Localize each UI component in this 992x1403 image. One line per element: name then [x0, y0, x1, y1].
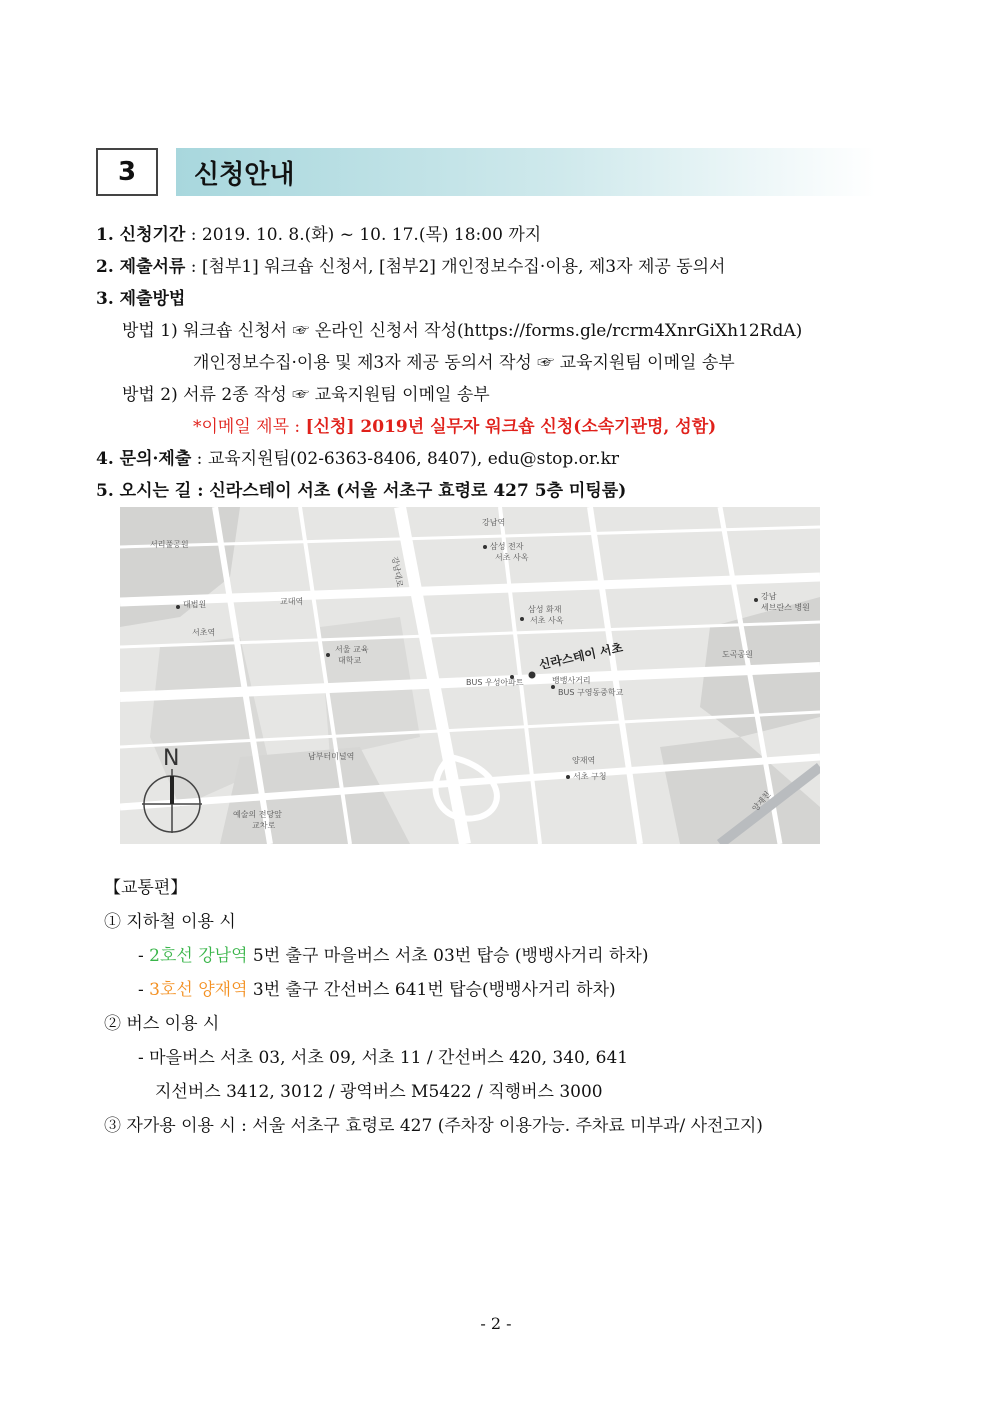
- subway-line1-rest: 5번 출구 마을버스 서초 03번 탑승 (뱅뱅사거리 하차): [247, 946, 649, 966]
- map-label: 뱅뱅사거리: [552, 676, 591, 685]
- map-label: 강남: [761, 592, 777, 601]
- map-label: BUS 구영동중학교: [558, 688, 624, 697]
- bus-title: ② 버스 이용 시: [104, 1014, 220, 1034]
- contact-text: : 교육지원팀(02-6363-8406, 8407), edu@stop.or.kr: [191, 449, 620, 469]
- map-label: 삼성 화재: [528, 605, 562, 614]
- dash: -: [138, 980, 150, 1000]
- docs-label: 2. 제출서류: [96, 257, 186, 277]
- subway-line3-yangjae: 3호선 양재역: [149, 980, 248, 1000]
- map-label: 세브란스 병원: [761, 603, 810, 612]
- map-label: 대학교: [338, 656, 362, 665]
- map-label: 삼성 전자: [490, 542, 524, 551]
- method-1b: 개인정보수집·이용 및 제3자 제공 동의서 작성 ☞ 교육지원팀 이메일 송부: [193, 353, 735, 373]
- subway-line-2: [138, 978, 616, 1002]
- method-label: 3. 제출방법: [96, 289, 186, 309]
- subway-line-1: [138, 944, 648, 968]
- subway-line2-rest: 3번 출구 간선버스 641번 탑승(뱅뱅사거리 하차): [247, 980, 616, 1000]
- section-title-text: 신청안내: [194, 159, 295, 190]
- section-title: [176, 148, 876, 196]
- section-number: 3: [96, 148, 158, 196]
- dash: -: [138, 946, 150, 966]
- period-label: 1. 신청기간: [96, 225, 186, 245]
- map-label: 양재역: [572, 756, 596, 765]
- map-label: 서초 사옥: [495, 553, 529, 562]
- map-label: 서울 교육: [335, 645, 369, 654]
- map-label: 서리풀공원: [150, 540, 189, 549]
- item-contact: [96, 447, 619, 471]
- map-label: 교대역: [280, 597, 304, 606]
- map-label-shilla: 신라스테이 서초: [537, 640, 625, 672]
- map-label: 대법원: [183, 600, 207, 609]
- item-period: [96, 223, 541, 247]
- car-info: ③ 자가용 이용 시 : 서울 서초구 효령로 427 (주차장 이용가능. 주차료 미부과/ 사전고지): [104, 1116, 763, 1136]
- compass-n: N: [163, 746, 180, 771]
- note-prefix: *이메일 제목 :: [193, 417, 306, 437]
- map-label: 예술의 전당앞: [233, 810, 282, 819]
- period-text: : 2019. 10. 8.(화) ~ 10. 17.(목) 18:00 까지: [185, 225, 542, 245]
- item-docs: [96, 255, 725, 279]
- map-label: 서초 사옥: [530, 616, 564, 625]
- method-1a: 방법 1) 워크숍 신청서 ☞ 온라인 신청서 작성(https://forms.gle/rcrm4XnrGiXh12RdA): [122, 321, 803, 341]
- map-label: BUS 우성아파트: [466, 678, 524, 687]
- contact-label: 4. 문의·제출: [96, 449, 192, 469]
- note-bold: [신청] 2019년 실무자 워크숍 신청(소속기관명, 성함): [305, 417, 717, 437]
- map-label: 양재천: [750, 789, 773, 814]
- subway-title: ① 지하철 이용 시: [104, 912, 236, 932]
- map-label: 서초역: [192, 628, 216, 637]
- map-graphic: [120, 507, 820, 844]
- email-subject-note: [193, 415, 716, 439]
- docs-text: : [첨부1] 워크숍 신청서, [첨부2] 개인정보수집·이용, 제3자 제공 동의서: [185, 257, 726, 277]
- bus-line-2: 지선버스 3412, 3012 / 광역버스 M5422 / 직행버스 3000: [155, 1082, 603, 1102]
- map-label: 도곡공원: [722, 650, 753, 659]
- map-label: 강남대로: [390, 555, 405, 588]
- bus-line-1: - 마을버스 서초 03, 서초 09, 서초 11 / 간선버스 420, 340, 641: [138, 1048, 629, 1068]
- transport-heading: 【교통편】: [104, 878, 188, 898]
- map-label: 교차로: [252, 821, 276, 830]
- item-directions: 5. 오시는 길 : 신라스테이 서초 (서울 서초구 효령로 427 5층 미팅룸): [96, 481, 627, 501]
- map-label: 서초 구청: [573, 772, 607, 781]
- page-number: - 2 -: [480, 1314, 512, 1333]
- map-label: 남부터미널역: [308, 752, 355, 761]
- subway-line2-gangnam: 2호선 강남역: [149, 946, 248, 966]
- map-label: 강남역: [482, 518, 506, 527]
- location-map: [120, 507, 820, 844]
- method-2: 방법 2) 서류 2종 작성 ☞ 교육지원팀 이메일 송부: [122, 385, 490, 405]
